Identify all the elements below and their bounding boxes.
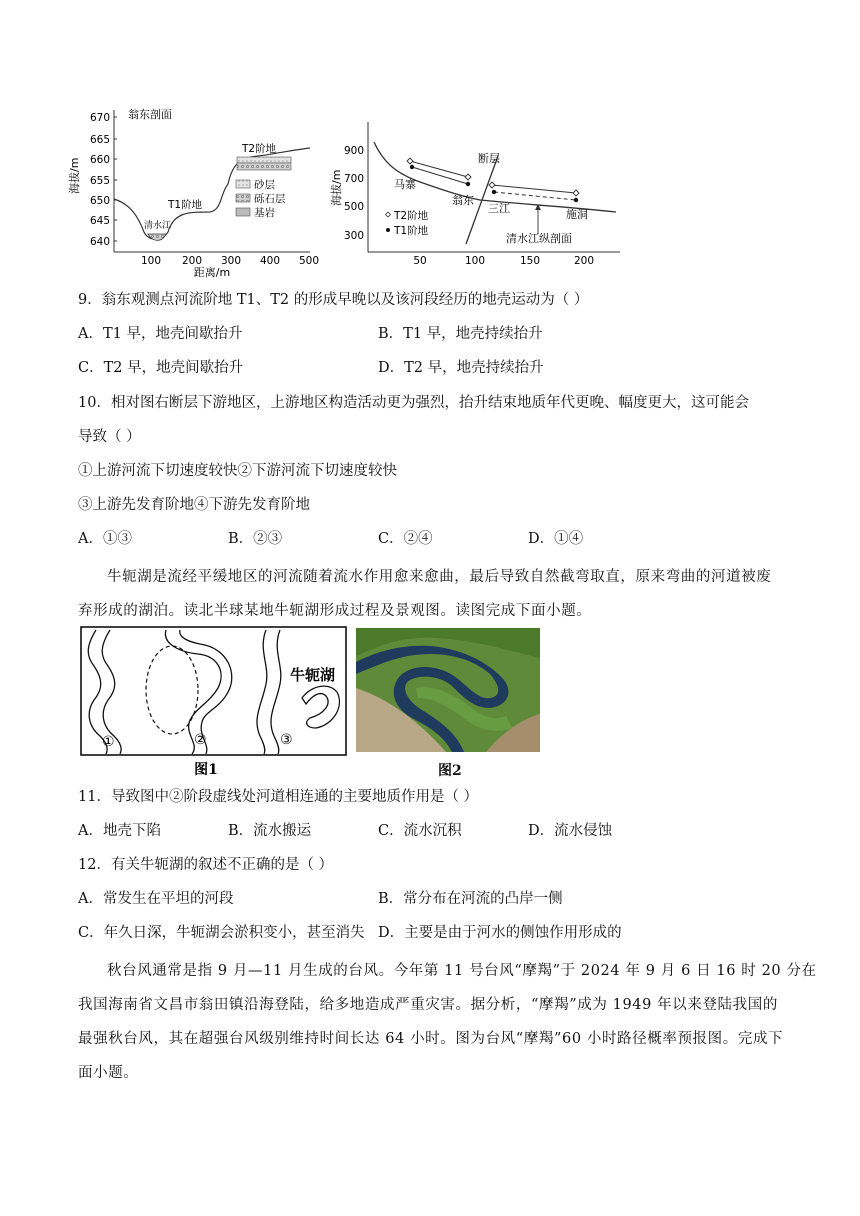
- legend-sand: 砂层: [254, 179, 275, 191]
- stage-1-label: ①: [102, 734, 115, 750]
- typhoon-intro-line3: 最强秋台风，其在超强台风级别维持时间长达 64 小时。图为台风“摩羯”60 小时路径概率预报图。完成下: [78, 1031, 784, 1047]
- q9-stem: 9．翁东观测点河流阶地 T1、T2 的形成早晚以及该河段经历的地壳运动为（ ）: [78, 292, 589, 308]
- typhoon-intro-line4: 面小题。: [78, 1065, 139, 1081]
- x-tick: 200: [573, 255, 595, 267]
- shidong-label: 施洞: [566, 208, 588, 221]
- q10-option-a[interactable]: A．①③: [78, 531, 132, 547]
- mazhai-label: 马寨: [394, 178, 416, 191]
- q10-statements-2: ③上游先发育阶地④下游先发育阶地: [78, 497, 310, 513]
- q12-option-a[interactable]: A．常发生在平坦的河段: [78, 891, 234, 907]
- y-tick: 655: [89, 175, 110, 187]
- x-tick: 300: [220, 255, 242, 267]
- q11-option-c[interactable]: C．流水沉积: [378, 823, 462, 839]
- q10-statements-1: ①上游河流下切速度较快②下游河流下切速度较快: [78, 463, 397, 479]
- fig-right-y-axis-label: 海拔/m: [330, 169, 343, 206]
- y-tick: 645: [89, 215, 110, 227]
- qingshui-longitudinal-figure: [330, 116, 630, 276]
- y-tick: 665: [89, 134, 110, 146]
- sanjiang-label: 三江: [488, 202, 510, 215]
- q12-option-c[interactable]: C．年久日深，牛轭湖会淤积变小，甚至消失: [78, 925, 365, 941]
- fig-left-title: 翁东剖面: [128, 108, 172, 121]
- y-tick: 640: [89, 236, 110, 248]
- y-tick: 660: [89, 154, 110, 166]
- q12-stem: 12．有关牛轭湖的叙述不正确的是（ ）: [78, 857, 334, 873]
- stage-2-label: ②: [194, 732, 207, 748]
- q10-option-d[interactable]: D．①④: [528, 531, 584, 547]
- y-tick: 300: [343, 230, 364, 242]
- fig-left-y-axis-label: 海拔/m: [68, 157, 81, 194]
- q10-option-c[interactable]: C．②④: [378, 531, 433, 547]
- profile-label: 清水江纵剖面: [506, 232, 572, 245]
- oxbow-formation-figure: [80, 626, 350, 778]
- legend-bedrock: 基岩: [254, 207, 275, 219]
- q12-option-d[interactable]: D．主要是由于河水的侧蚀作用形成的: [378, 925, 622, 941]
- typhoon-intro-line2: 我国海南省文昌市翁田镇沿海登陆，给多地造成严重灾害。据分析，“摩羯”成为 1949 年以来登陆我国的: [78, 997, 778, 1013]
- x-tick: 100: [140, 255, 162, 267]
- t2-terrace-gravel: [237, 163, 291, 170]
- legend-t1: T1阶地: [394, 225, 429, 237]
- x-tick: 50: [413, 255, 427, 267]
- q9-option-c[interactable]: C．T2 早，地壳间歇抬升: [78, 360, 244, 376]
- y-tick: 650: [89, 195, 110, 207]
- q9-option-d[interactable]: D．T2 早，地壳持续抬升: [378, 360, 544, 376]
- q10-stem-line2: 导致（ ）: [78, 429, 141, 445]
- y-tick: 900: [343, 145, 364, 157]
- fig-left-x-axis-label: 距离/m: [193, 266, 231, 279]
- x-tick: 200: [181, 255, 203, 267]
- t2-label: T2阶地: [242, 143, 277, 155]
- oxbow-intro: [78, 560, 790, 628]
- oxbow-intro-line2: 弃形成的湖泊。读北半球某地牛轭湖形成过程及景观图。读图完成下面小题。: [78, 603, 592, 619]
- q12-option-b[interactable]: B．常分布在河流的凸岸一侧: [378, 891, 563, 907]
- x-tick: 100: [464, 255, 486, 267]
- river-label: 清水江: [144, 221, 172, 231]
- fault-label: 断层: [478, 152, 500, 165]
- q9-option-a[interactable]: A．T1 早，地壳间歇抬升: [78, 326, 243, 342]
- figure1-caption: 图1: [194, 762, 218, 778]
- wengdong-label: 翁东: [452, 194, 474, 207]
- stage-3-label: ③: [280, 732, 293, 748]
- q9-option-b[interactable]: B．T1 早，地壳持续抬升: [378, 326, 543, 342]
- q11-option-a[interactable]: A．地壳下陷: [78, 823, 161, 839]
- y-tick: 500: [343, 201, 364, 213]
- legend-gravel: 砾石层: [254, 193, 286, 205]
- figure2-caption: 图2: [438, 763, 462, 779]
- x-tick: 150: [519, 255, 541, 267]
- t1-label: T1阶地: [168, 199, 203, 211]
- fig-left-legend: [236, 178, 286, 219]
- river-channel: [148, 234, 166, 240]
- y-tick: 700: [343, 173, 364, 185]
- q11-stem: 11．导致图中②阶段虚线处河道相连通的主要地质作用是（ ）: [78, 789, 479, 805]
- oxbow-intro-line1: 牛轭湖是流经平缓地区的河流随着流水作用愈来愈曲，最后导致自然截弯取直，原来弯曲的河道被废: [107, 569, 772, 585]
- typhoon-intro-line1: 秋台风通常是指 9 月—11 月生成的台风。今年第 11 号台风“摩羯”于 2024 年 9 月 6 日 16 时 20 分在: [107, 963, 817, 979]
- legend-t2: T2阶地: [394, 210, 429, 222]
- x-tick: 400: [259, 255, 281, 267]
- y-tick: 670: [89, 112, 110, 124]
- t2-terrace-sand: [237, 157, 291, 163]
- wengdong-profile-figure: [70, 104, 320, 280]
- q11-option-b[interactable]: B．流水搬运: [228, 823, 312, 839]
- q10-stem-line1: 10．相对图右断层下游地区，上游地区构造活动更为强烈，抬升结束地质年代更晚、幅度更大，这可能会: [78, 395, 749, 411]
- oxbow-landscape-photo: [356, 628, 540, 752]
- q11-option-d[interactable]: D．流水侵蚀: [528, 823, 613, 839]
- x-tick: 500: [298, 255, 320, 267]
- typhoon-intro: [78, 954, 817, 1090]
- fig-right-legend: [386, 209, 429, 237]
- oxbow-lake-label: 牛轭湖: [290, 666, 336, 684]
- q10-option-b[interactable]: B．②③: [228, 531, 283, 547]
